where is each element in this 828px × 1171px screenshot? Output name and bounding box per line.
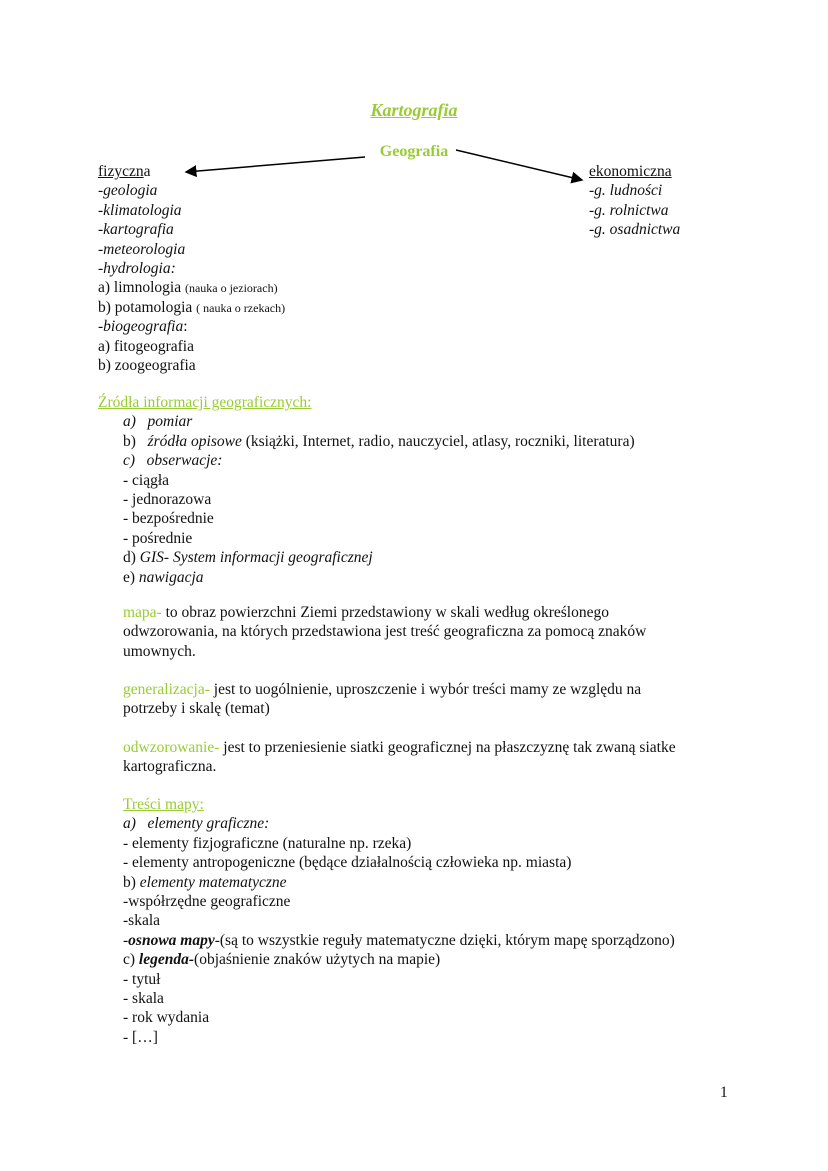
list-item: d) GIS- System informacji geograficznej	[123, 549, 373, 567]
list-item: -klimatologia	[98, 201, 182, 219]
list-item: a) limnologia (nauka o jeziorach)	[98, 279, 278, 297]
list-item: -g. osadnictwa	[589, 221, 681, 239]
section-heading: Treści mapy:	[123, 796, 204, 813]
list-item: b) zoogeografia	[98, 356, 196, 374]
list-item: -geologia	[98, 182, 158, 200]
definition-generalizacja: generalizacja- jest to uogólnienie, uproszczenie i wybór treści mamy ze względu na potrzeby i skalę (temat)	[123, 681, 642, 718]
definition-mapa: mapa- to obraz powierzchni Ziemi przedstawiony w skali według określonego odwzorowania, na których przedstawiona jest treść geograficzna za pomocą znaków umownych.	[123, 604, 647, 660]
list-item: b) źródła opisowe (książki, Internet, radio, nauczyciel, atlasy, roczniki, literatura)	[123, 432, 635, 450]
sources-list	[123, 412, 635, 587]
list-item: e) nawigacja	[123, 568, 204, 586]
list-item: - skala	[123, 989, 164, 1007]
list-item: -współrzędne geograficzne	[123, 892, 291, 910]
list-item: - bezpośrednie	[123, 510, 214, 528]
arrow-right	[456, 150, 582, 180]
list-item: -meteorologia	[98, 240, 186, 258]
list-item: - ciągła	[123, 471, 170, 489]
physical-heading: fizyczn	[98, 163, 144, 180]
definition-odwzorowanie: odwzorowanie- jest to przeniesienie siatki geograficznej na płaszczyznę tak zwaną siatke kartograficzna.	[123, 739, 676, 776]
list-item: c) obserwacje:	[123, 452, 223, 470]
list-item: -skala	[123, 912, 161, 930]
map-content-list	[123, 795, 675, 1047]
list-item: - rok wydania	[123, 1009, 210, 1027]
list-item: a) elementy graficzne:	[123, 815, 270, 833]
list-item: a) pomiar	[123, 413, 193, 431]
list-item: c) legenda-(objaśnienie znaków użytych na mapie)	[123, 951, 441, 969]
list-item: -osnowa mapy-(są to wszystkie reguły matematyczne dzięki, którym mapę sporządzono)	[123, 931, 675, 949]
economic-geography-list	[589, 162, 680, 240]
term: mapa-	[123, 604, 162, 621]
list-item: - elementy antropogeniczne (będące działalnością człowieka np. miasta)	[123, 854, 572, 872]
list-item: - […]	[123, 1028, 158, 1046]
list-item: -g. ludności	[589, 182, 663, 200]
economic-heading: ekonomiczna	[589, 163, 672, 180]
list-item: -g. rolnictwa	[589, 201, 669, 219]
list-item: a) fitogeografia	[98, 337, 194, 355]
list-item: b) potamologia ( nauka o rzekach)	[98, 298, 286, 316]
list-item: b) elementy matematyczne	[123, 873, 287, 891]
term: odwzorowanie-	[123, 739, 220, 756]
list-item: -kartografia	[98, 221, 174, 239]
document-title: Kartografia	[370, 100, 458, 120]
page-number: 1	[720, 1084, 728, 1101]
list-item: - jednorazowa	[123, 490, 212, 508]
list-item: -hydrologia:	[98, 259, 176, 277]
physical-geography-list: fizyczna -geologia -klimatologia -kartografia -meteorologia -hydrologia: a) limnologia (nauka o jeziorach) b) potamologia ( nauka o rzekach) -biogeografia: a) fitogeografia b) zoogeografia	[98, 163, 286, 374]
list-item: -biogeografia:	[98, 318, 188, 336]
term: generalizacja-	[123, 681, 210, 698]
list-item: - tytuł	[123, 970, 161, 988]
list-item: - elementy fizjograficzne (naturalne np. rzeka)	[123, 834, 412, 852]
center-heading: Geografia	[379, 143, 449, 160]
sources-heading: Źródła informacji geograficznych:	[98, 394, 312, 411]
list-item: - pośrednie	[123, 529, 193, 547]
